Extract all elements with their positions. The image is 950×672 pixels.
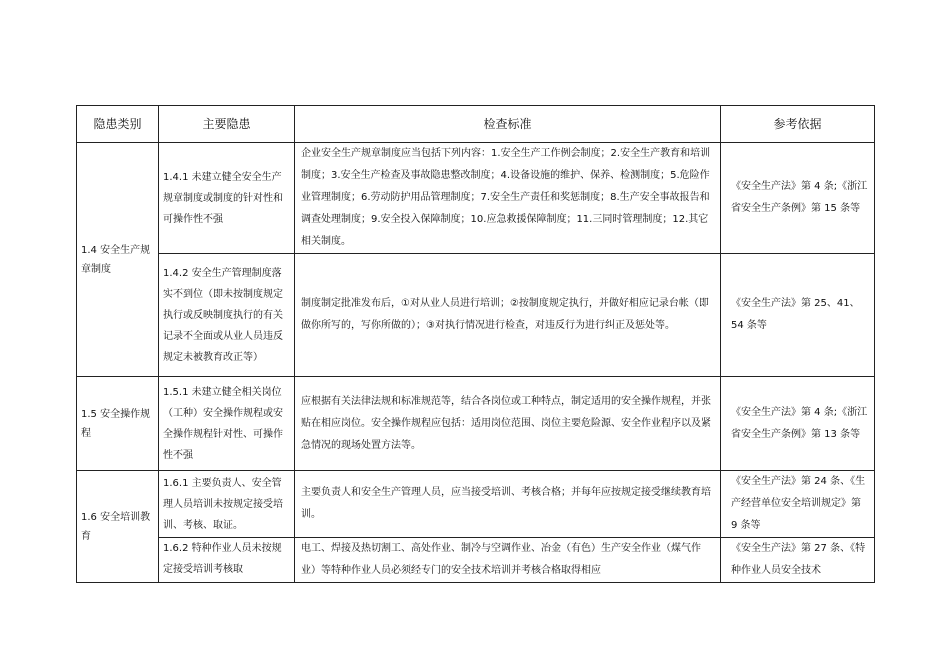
standard-cell: 应根据有关法律法规和标准规范等，结合各岗位或工种特点，制定适用的安全操作规程，并张贴在相应岗位。安全操作规程应包括：适用岗位范围、岗位主要危险源、安全作业程序以及紧急情况的现场处置方法等。 (295, 377, 721, 471)
hazard-cell: 1.5.1 未建立健全相关岗位（工种）安全操作规程或安全操作规程针对性、可操作性不强 (159, 377, 295, 471)
table-header-row (77, 106, 875, 143)
standard-cell: 企业安全生产规章制度应当包括下列内容：1.安全生产工作例会制度；2.安全生产教育和培训制度；3.安全生产检查及事故隐患整改制度；4.设备设施的维护、保养、检测制度；5.危险作业管理制度；6.劳动防护用品管理制度；7.安全生产责任和奖惩制度；8.生产安全事故报告和调查处理制度；9.安全投入保障制度；10.应急救援保障制度；11.三同时管理制度；12.其它相关制度。 (295, 143, 721, 254)
category-cell: 1.6 安全培训教育 (77, 471, 159, 583)
table-row (77, 254, 875, 377)
reference-cell: 《安全生产法》第 4 条;《浙江省安全生产条例》第 13 条等 (721, 377, 875, 471)
hazard-cell: 1.4.2 安全生产管理制度落实不到位（即未按制度规定执行或反映制度执行的有关记录不全面或从业人员违反规定未被教育改正等） (159, 254, 295, 377)
header-category: 隐患类别 (77, 106, 159, 143)
reference-cell: 《安全生产法》第 4 条;《浙江省安全生产条例》第 15 条等 (721, 143, 875, 254)
reference-cell: 《安全生产法》第 25、41、54 条等 (721, 254, 875, 377)
table-row (77, 377, 875, 471)
reference-cell: 《安全生产法》第 27 条、《特种作业人员安全技术 (721, 538, 875, 583)
table-row (77, 143, 875, 254)
table-row (77, 471, 875, 538)
hazard-cell: 1.4.1 未建立健全安全生产规章制度或制度的针对性和可操作性不强 (159, 143, 295, 254)
category-cell: 1.5 安全操作规程 (77, 377, 159, 471)
hazard-cell: 1.6.1 主要负责人、安全管理人员培训未按规定接受培训、考核、取证。 (159, 471, 295, 538)
table-row (77, 538, 875, 583)
hazard-standards-table (76, 105, 875, 583)
standard-cell: 主要负责人和安全生产管理人员，应当接受培训、考核合格；并每年应按规定接受继续教育培训。 (295, 471, 721, 538)
header-reference: 参考依据 (721, 106, 875, 143)
standard-cell: 制度制定批准发布后，①对从业人员进行培训；②按制度规定执行，并做好相应记录台帐（即做你所写的，写你所做的）；③对执行情况进行检查，对违反行为进行纠正及惩处等。 (295, 254, 721, 377)
category-cell: 1.4 安全生产规章制度 (77, 143, 159, 377)
header-standard: 检查标准 (295, 106, 721, 143)
hazard-cell: 1.6.2 特种作业人员未按规定接受培训考核取 (159, 538, 295, 583)
reference-cell: 《安全生产法》第 24 条、《生产经营单位安全培训规定》第 9 条等 (721, 471, 875, 538)
header-hazard: 主要隐患 (159, 106, 295, 143)
standard-cell: 电工、焊接及热切割工、高处作业、制冷与空调作业、冶金（有色）生产安全作业（煤气作业）等特种作业人员必须经专门的安全技术培训并考核合格取得相应 (295, 538, 721, 583)
